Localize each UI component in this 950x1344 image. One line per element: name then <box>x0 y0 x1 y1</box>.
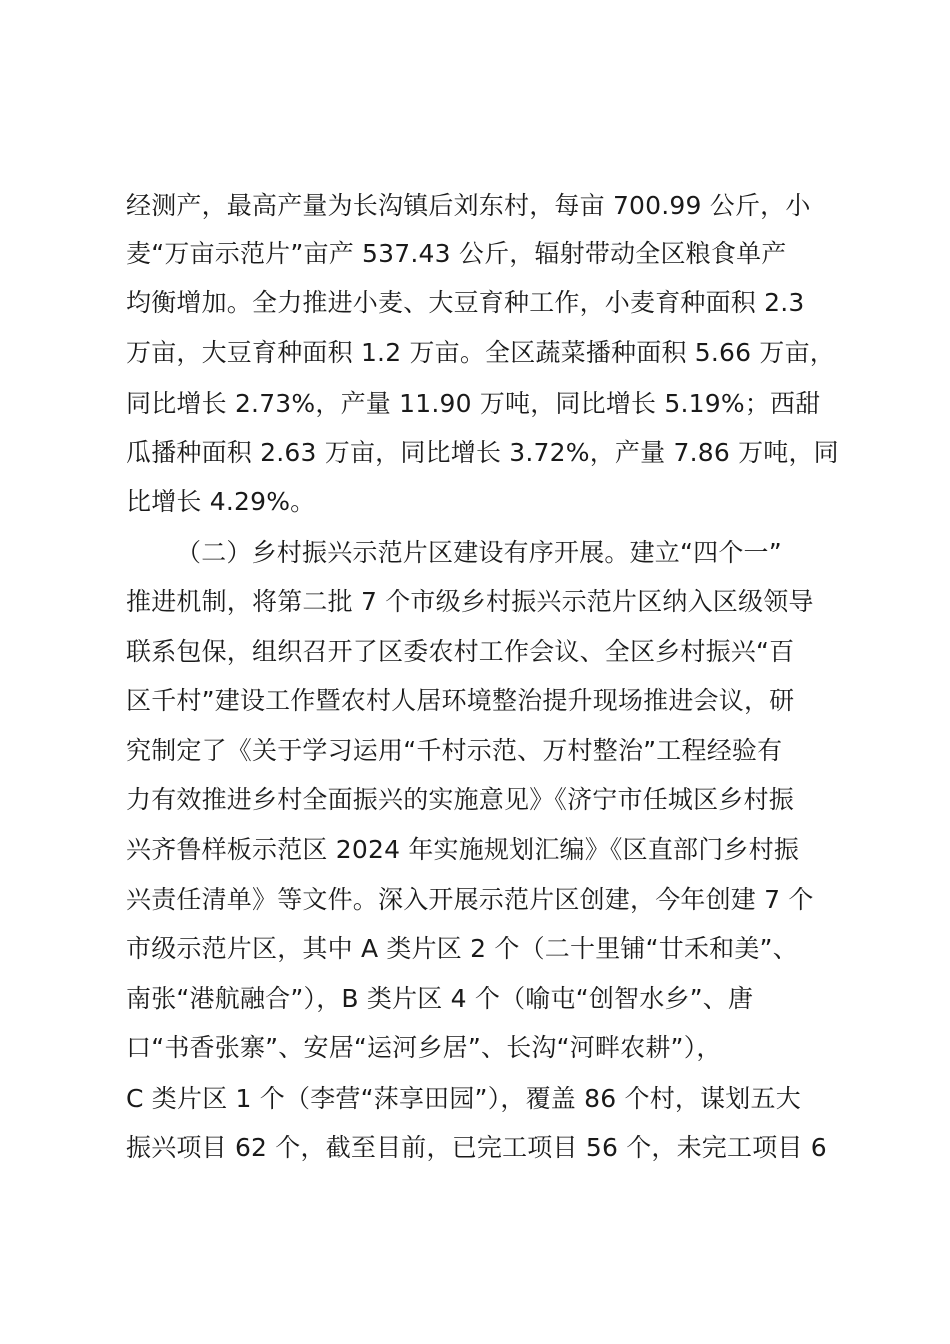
text-line: C 类片区 1 个（李营“莯享田园”），覆盖 86 个村，谋划五大 <box>126 1084 801 1113</box>
text-line: 推进机制，将第二批 7 个市级乡村振兴示范片区纳入区级领导 <box>126 587 814 616</box>
text-line: 力有效推进乡村全面振兴的实施意见》《济宁市任城区乡村振 <box>126 785 794 814</box>
text-line: 均衡增加。全力推进小麦、大豆育种工作，小麦育种面积 2.3 <box>126 288 805 317</box>
text-line: 口“书香张寨”、安居“运河乡居”、长沟“河畔农耕”）， <box>126 1033 722 1062</box>
text-line: 振兴项目 62 个，截至目前，已完工项目 56 个，未完工项目 6 <box>126 1133 827 1162</box>
text-line: 兴齐鲁样板示范区 2024 年实施规划汇编》《区直部门乡村振 <box>126 835 800 864</box>
text-line: 区千村”建设工作暨农村人居环境整治提升现场推进会议，研 <box>126 686 795 715</box>
text-line: 市级示范片区，其中 A 类片区 2 个（二十里铺“廿禾和美”、 <box>126 934 798 963</box>
text-line: 万亩，大豆育种面积 1.2 万亩。全区蔬菜播种面积 5.66 万亩， <box>126 338 836 367</box>
text-line: 联系包保，组织召开了区委农村工作会议、全区乡村振兴“百 <box>126 637 795 666</box>
text-line: 兴责任清单》等文件。深入开展示范片区创建，今年创建 7 个 <box>126 885 814 914</box>
text-line: 同比增长 2.73%，产量 11.90 万吨，同比增长 5.19%；西甜 <box>126 389 821 418</box>
text-line: 经测产，最高产量为长沟镇后刘东村，每亩 700.99 公斤，小 <box>126 191 811 220</box>
text-line: 究制定了《关于学习运用“千村示范、万村整治”工程经验有 <box>126 736 783 765</box>
text-line: 比增长 4.29%。 <box>126 487 316 516</box>
section-heading-line: （二）乡村振兴示范片区建设有序开展。建立“四个一” <box>176 538 782 567</box>
text-line: 麦“万亩示范片”亩产 537.43 公斤，辐射带动全区粮食单产 <box>126 239 787 268</box>
text-line: 瓜播种面积 2.63 万亩，同比增长 3.72%，产量 7.86 万吨，同 <box>126 438 839 467</box>
text-line: 南张“港航融合”），B 类片区 4 个（喻屯“创智水乡”、唐 <box>126 984 754 1013</box>
